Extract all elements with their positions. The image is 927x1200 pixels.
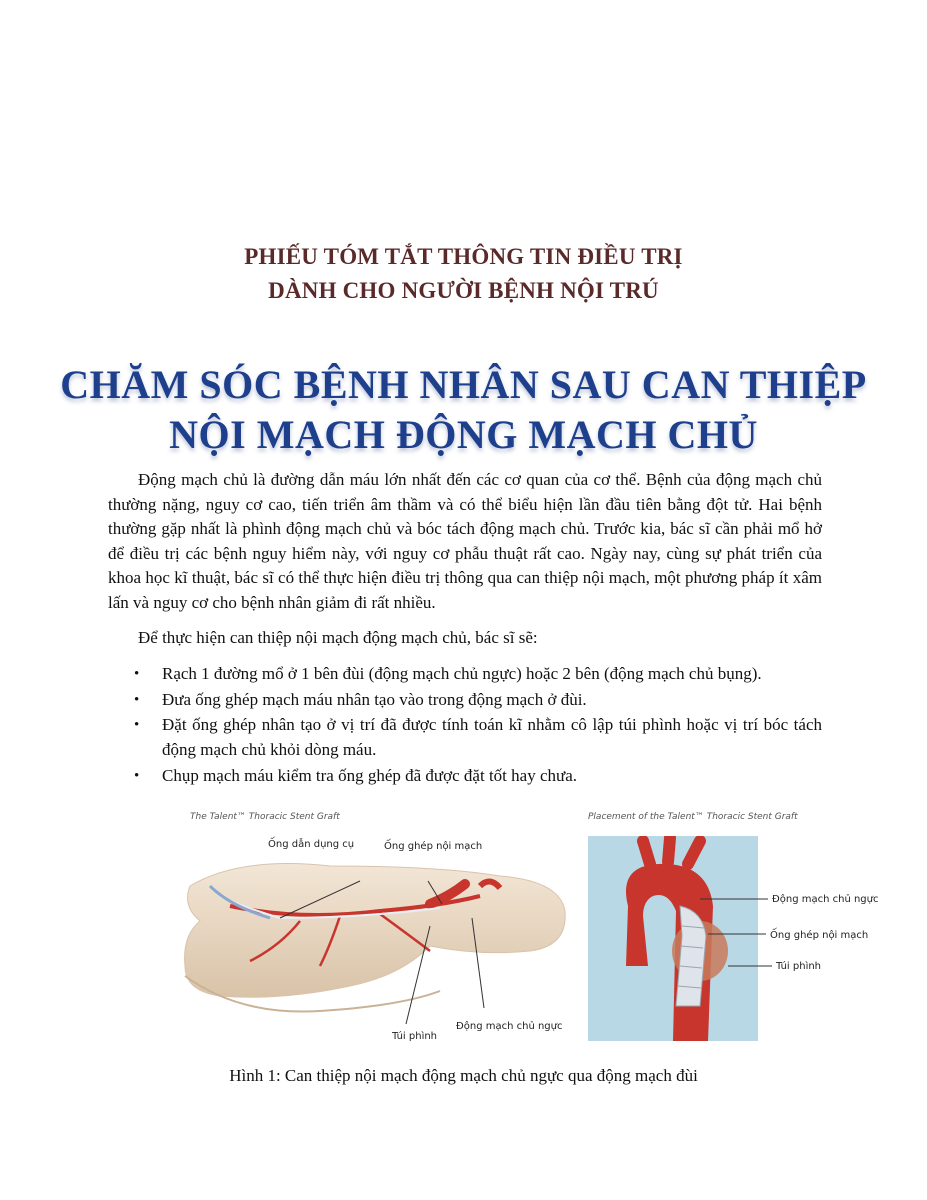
bullet-icon: •	[134, 767, 140, 784]
step-text: Đặt ống ghép nhân tạo ở vị trí đã được tính toán kĩ nhằm cô lập túi phình hoặc vị trí bóc tách động mạch chủ khỏi dòng máu.	[162, 715, 822, 759]
label-graft-right: Ống ghép nội mạch	[770, 930, 869, 941]
label-catheter: Ống dẫn dụng cụ	[268, 839, 355, 850]
list-item	[108, 662, 822, 687]
label-aneurysm-left: Túi phình	[392, 1031, 438, 1042]
list-item	[108, 764, 822, 789]
header-line-2: DÀNH CHO NGƯỜI BỆNH NỘI TRÚ	[268, 278, 659, 303]
figure-1	[180, 806, 880, 1056]
body-text	[108, 468, 822, 789]
document-header	[0, 240, 927, 308]
bullet-icon: •	[134, 666, 140, 683]
label-aorta-left: Động mạch chủ ngực	[456, 1021, 563, 1032]
header-line-1: PHIẾU TÓM TẮT THÔNG TIN ĐIỀU TRỊ	[244, 244, 683, 269]
procedure-steps-list	[108, 662, 822, 788]
intro-paragraph: Động mạch chủ là đường dẫn máu lớn nhất đến các cơ quan của cơ thể. Bệnh của động mạch chủ thường nặng, nguy cơ cao, tiến triển âm thầm và có thể biểu hiện lần đầu tiên bằng đột tử. Hai bệnh thường gặp nhất là phình động mạch chủ và bóc tách động mạch chủ. Trước kia, bác sĩ cần phải mổ hở để điều trị các bệnh nguy hiểm này, với nguy cơ phẫu thuật rất cao. Ngày nay, cùng sự phát triển của khoa học kĩ thuật, bác sĩ có thể thực hiện điều trị thông qua can thiệp nội mạch, một phương pháp ít xâm lấn và nguy cơ cho bệnh nhân giảm đi rất nhiều.	[108, 470, 822, 612]
label-graft-left: Ống ghép nội mạch	[384, 841, 483, 852]
step-text: Rạch 1 đường mổ ở 1 bên đùi (động mạch chủ ngực) hoặc 2 bên (động mạch chủ bụng).	[162, 664, 762, 684]
right-image-caption: Placement of the Talent™ Thoracic Stent Graft	[588, 812, 798, 822]
bullet-icon: •	[134, 691, 140, 708]
bullet-icon: •	[134, 717, 140, 734]
aorta-stent-illustration	[588, 836, 758, 1041]
figure-caption: Hình 1: Can thiệp nội mạch động mạch chủ ngực qua động mạch đùi	[229, 1066, 698, 1085]
main-title	[0, 360, 927, 460]
left-image-caption: The Talent™ Thoracic Stent Graft	[190, 812, 340, 822]
title-line-2: NỘI MẠCH ĐỘNG MẠCH CHỦ	[169, 412, 758, 457]
label-aorta-right: Động mạch chủ ngực	[772, 894, 879, 905]
step-text: Chụp mạch máu kiểm tra ống ghép đã được đặt tốt hay chưa.	[162, 765, 577, 785]
list-item	[108, 713, 822, 762]
procedure-intro: Để thực hiện can thiệp nội mạch động mạch chủ, bác sĩ sẽ:	[138, 627, 538, 647]
list-item	[108, 688, 822, 713]
title-line-1: CHĂM SÓC BỆNH NHÂN SAU CAN THIỆP	[60, 362, 867, 407]
label-aneurysm-right: Túi phình	[776, 961, 822, 972]
step-text: Đưa ống ghép mạch máu nhân tạo vào trong động mạch ở đùi.	[162, 689, 587, 709]
